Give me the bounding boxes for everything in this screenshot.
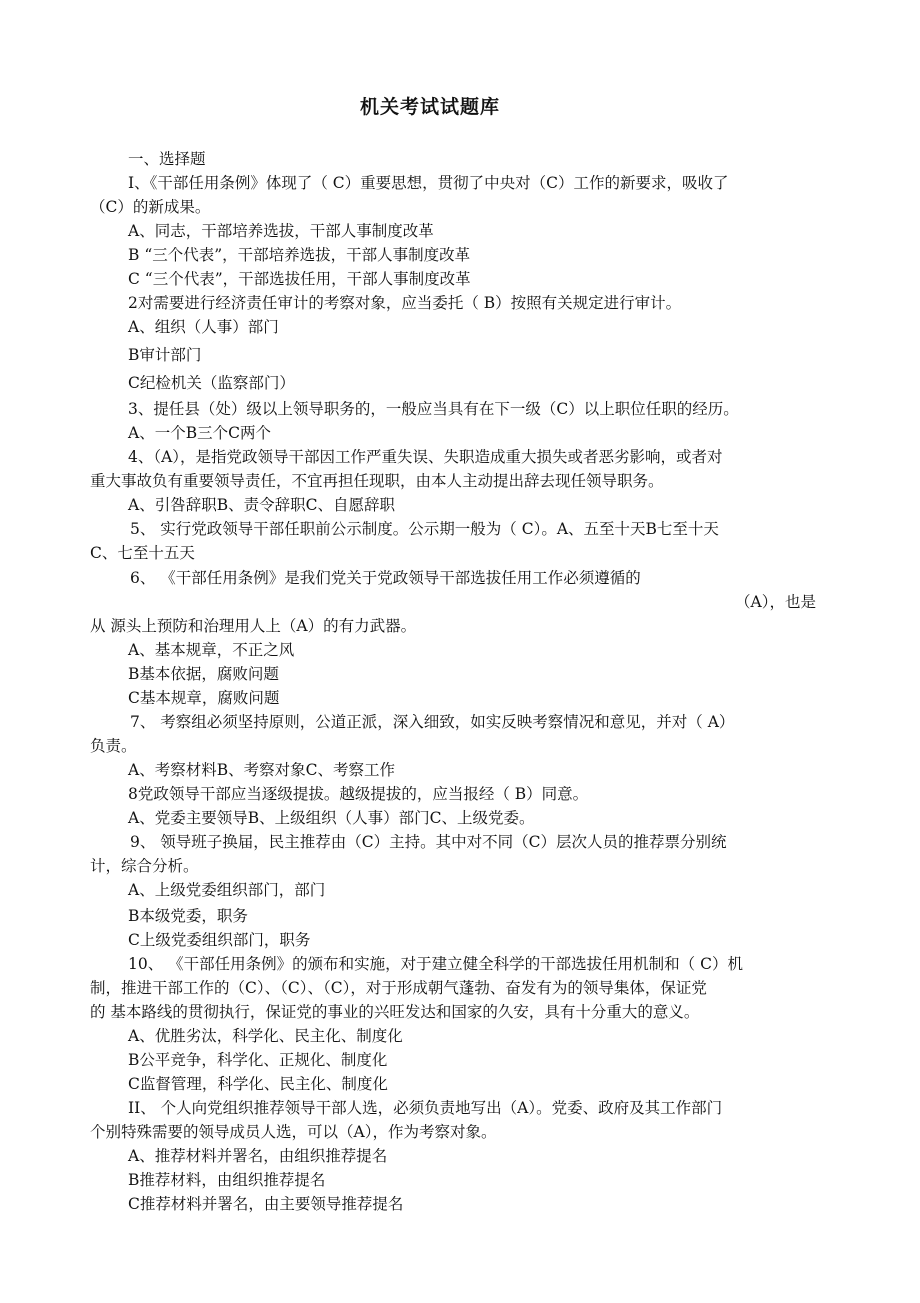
option-a: A、上级党委组织部门，部门 xyxy=(128,881,326,899)
option-c: C监督管理，科学化、民主化、制度化 xyxy=(128,1075,388,1093)
option-c: C “三个代表”，干部选拔任用，干部人事制度改革 xyxy=(128,270,471,288)
options-7: A、考察材料B、考察对象C、考察工作 xyxy=(128,761,395,779)
question-1: I、《干部任用条例》体现了（ C）重要思想，贯彻了中央对（C）工作的新要求，吸收了 xyxy=(128,174,729,192)
option-b: B公平竞争，科学化、正规化、制度化 xyxy=(128,1051,388,1069)
question-6: 6、 《干部任用条例》是我们党关于党政领导干部选拔任用工作必须遵循的 xyxy=(130,569,641,587)
options-3: A、一个B三个C两个 xyxy=(128,424,271,442)
question-5-cont: C、七至十五天 xyxy=(90,544,195,562)
option-a: A、优胜劣汰，科学化、民主化、制度化 xyxy=(128,1027,403,1045)
question-7-cont: 负责。 xyxy=(90,737,137,755)
option-a: A、同志，干部培养选拔，干部人事制度改革 xyxy=(128,222,434,240)
question-3: 3、提任县（处）级以上领导职务的，一般应当具有在下一级（C）以上职位任职的经历。 xyxy=(128,400,739,418)
question-2: 2对需要进行经济责任审计的考察对象，应当委托（ B）按照有关规定进行审计。 xyxy=(128,294,682,312)
question-6-answer: （A），也是 xyxy=(735,593,816,611)
option-c: C基本规章，腐败问题 xyxy=(128,689,280,707)
question-9-cont: 计，综合分析。 xyxy=(90,857,199,875)
question-10: 10、 《干部任用条例》的颁布和实施，对于建立健全科学的干部选拔任用机制和（ C）机 xyxy=(128,955,743,973)
question-4-cont: 重大事故负有重要领导责任，不宜再担任现职，由本人主动提出辞去现任领导职务。 xyxy=(90,472,664,490)
question-9: 9、 领导班子换届，民主推荐由（C）主持。其中对不同（C）层次人员的推荐票分别统 xyxy=(130,833,727,851)
section-heading: 一、选择题 xyxy=(128,150,206,168)
option-b: B基本依据，腐败问题 xyxy=(128,665,279,683)
question-11: II、 个人向党组织推荐领导干部人选，必须负责地写出（A）。党委、政府及其工作部门 xyxy=(128,1099,723,1117)
options-4: A、引咎辞职B、责令辞职C、自愿辞职 xyxy=(128,496,395,514)
document-title: 机关考试试题库 xyxy=(359,96,500,118)
option-c: C推荐材料并署名，由主要领导推荐提名 xyxy=(128,1195,404,1213)
question-10-cont-2: 的 基本路线的贯彻执行，保证党的事业的兴旺发达和国家的久安，具有十分重大的意义。 xyxy=(90,1003,700,1021)
question-5: 5、 实行党政领导干部任职前公示制度。公示期一般为（ C）。A、五至十天B七至十天 xyxy=(130,520,719,538)
option-b: B本级党委，职务 xyxy=(128,907,248,925)
question-6-cont: 从 源头上预防和治理用人上（A）的有力武器。 xyxy=(90,617,417,635)
question-7: 7、 考察组必须坚持原则，公道正派，深入细致，如实反映考察情况和意见，并对（ A） xyxy=(130,713,735,731)
question-10-cont-1: 制，推进干部工作的（C）、（C）、（C），对于形成朝气蓬勃、奋发有为的领导集体，保证党 xyxy=(90,979,707,997)
option-c: C上级党委组织部门，职务 xyxy=(128,931,311,949)
option-a: A、推荐材料并署名，由组织推荐提名 xyxy=(128,1147,388,1165)
option-b: B “三个代表”，干部培养选拔，干部人事制度改革 xyxy=(128,246,471,264)
question-1-cont: （C）的新成果。 xyxy=(90,198,211,216)
option-a: A、组织（人事）部门 xyxy=(128,318,279,336)
question-11-cont: 个别特殊需要的领导成员人选，可以（A），作为考察对象。 xyxy=(90,1123,497,1141)
options-8: A、党委主要领导B、上级组织（人事）部门C、上级党委。 xyxy=(128,809,535,827)
option-b: B审计部门 xyxy=(128,346,202,364)
option-b: B推荐材料，由组织推荐提名 xyxy=(128,1171,326,1189)
option-c: C纪检机关（监察部门） xyxy=(128,374,295,392)
question-8: 8党政领导干部应当逐级提拔。越级提拔的，应当报经（ B）同意。 xyxy=(128,785,589,803)
option-a: A、基本规章，不正之风 xyxy=(128,641,295,659)
question-4: 4、（A），是指党政领导干部因工作严重失误、失职造成重大损失或者恶劣影响，或者对 xyxy=(128,448,723,466)
